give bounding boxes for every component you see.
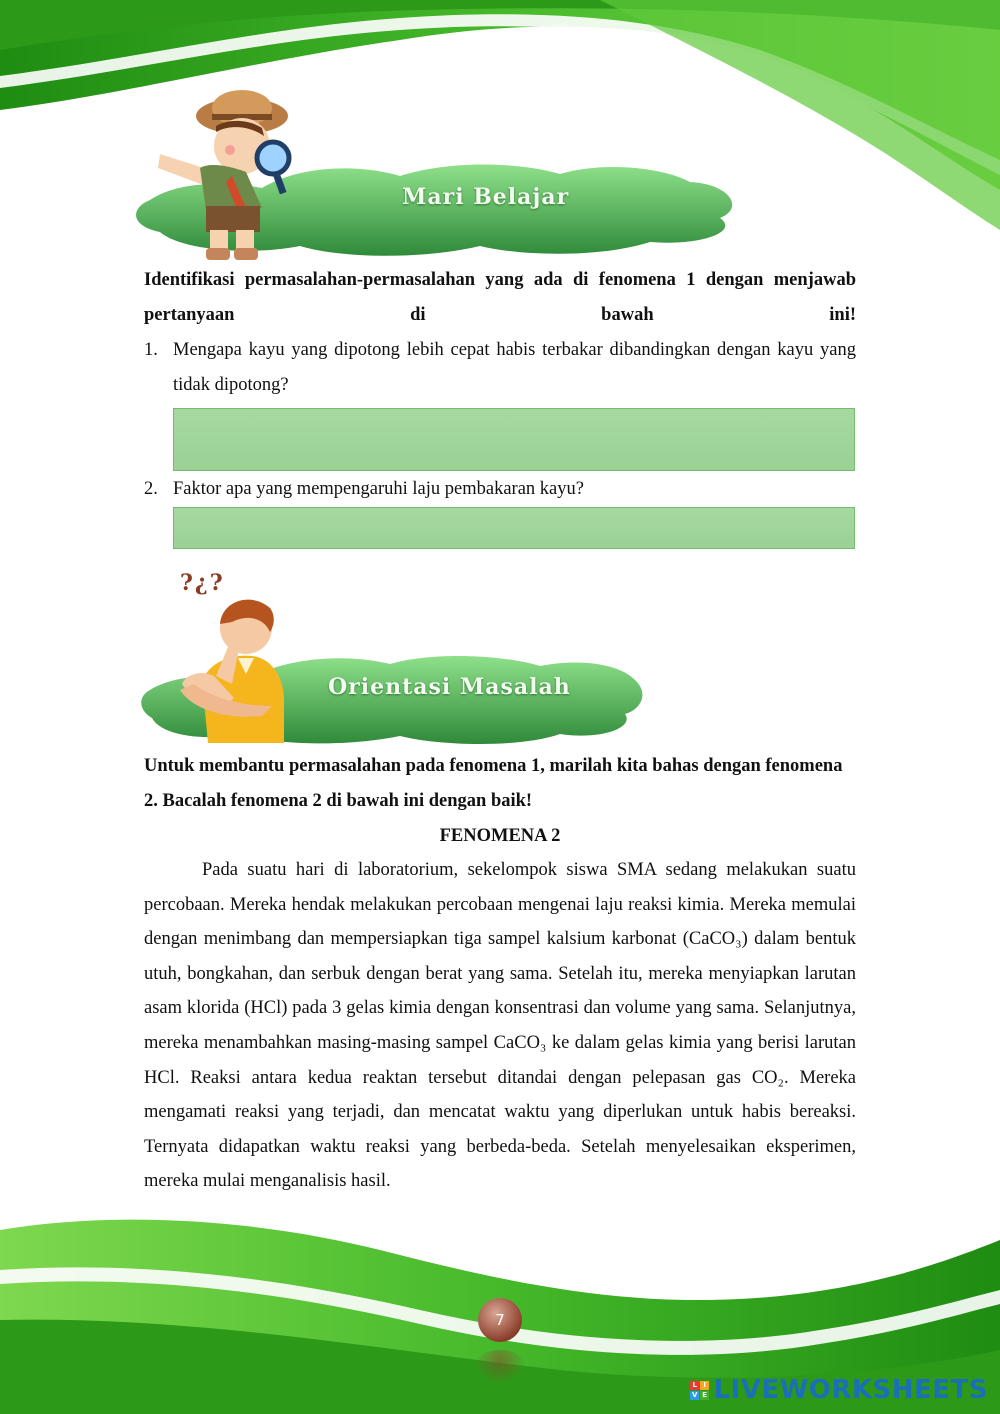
explorer-with-magnifier-icon xyxy=(150,88,315,266)
question-2-text: Faktor apa yang mempengaruhi laju pembakaran kayu? xyxy=(173,479,584,499)
section1-instruction: Identifikasi permasalahan-permasalahan yang ada di fenomena 1 dengan menjawab pertanyaan di bawah ini! xyxy=(144,270,856,325)
page-number: 7 xyxy=(478,1298,522,1342)
mari-belajar-title: Mari Belajar xyxy=(402,184,570,210)
question-marks: ?¿? xyxy=(180,570,225,596)
question-1-number: 1. xyxy=(144,340,158,360)
orientasi-masalah-title: Orientasi Masalah xyxy=(328,674,571,700)
answer-box-1[interactable] xyxy=(173,408,855,471)
page-number-reflection xyxy=(474,1350,526,1384)
logo-letter-e: E xyxy=(702,1390,708,1399)
fenomena-heading: FENOMENA 2 xyxy=(439,826,561,846)
logo-letter-l: L xyxy=(690,1381,699,1390)
section2-intro: Untuk membantu permasalahan pada fenomena 1, marilah kita bahas dengan fenomena 2. Bacalah fenomena 2 di bawah ini dengan baik! xyxy=(144,756,843,811)
fenomena-paragraph: Pada suatu hari di laboratorium, sekelompok siswa SMA sedang melakukan suatu percobaan. Mereka hendak melakukan percobaan mengenai laju reaksi kimia. Mereka memulai dengan menimbang dan mempersiapkan tiga sampel kalsium karbonat (CaCO₃) dalam bentuk utuh, bongkahan, dan serbuk dengan berat yang sama. Setelah itu, mereka menyiapkan larutan asam klorida (HCl) pada 3 gelas kimia dengan konsentrasi dan volume yang sama. Selanjutnya, mereka menambahkan masing-masing sampel CaCO₃ ke dalam gelas kimia yang berisi larutan HCl. Reaksi antara kedua reaktan tersebut ditandai dengan pelepasan gas CO₂. Mereka mengamati reaksi yang terjadi, dan mencatat waktu yang diperlukan untuk habis bereaksi. Ternyata didapatkan waktu reaksi yang berbeda-beda. Setelah menyelesaikan eksperimen, mereka mulai menganalisis hasil. xyxy=(144,860,856,1192)
brand-text: LIVEWORKSHEETS xyxy=(713,1375,988,1405)
liveworksheets-logo-icon xyxy=(690,1381,709,1400)
liveworksheets-brand[interactable] xyxy=(690,1375,988,1405)
question-2-number: 2. xyxy=(144,479,158,499)
logo-letter-i: I xyxy=(700,1381,709,1390)
logo-letter-v: V xyxy=(691,1390,698,1399)
thinking-boy-icon xyxy=(172,588,292,743)
answer-box-2[interactable] xyxy=(173,507,855,549)
question-1-text: Mengapa kayu yang dipotong lebih cepat habis terbakar dibandingkan dengan kayu yang tidak dipotong? xyxy=(173,340,856,395)
